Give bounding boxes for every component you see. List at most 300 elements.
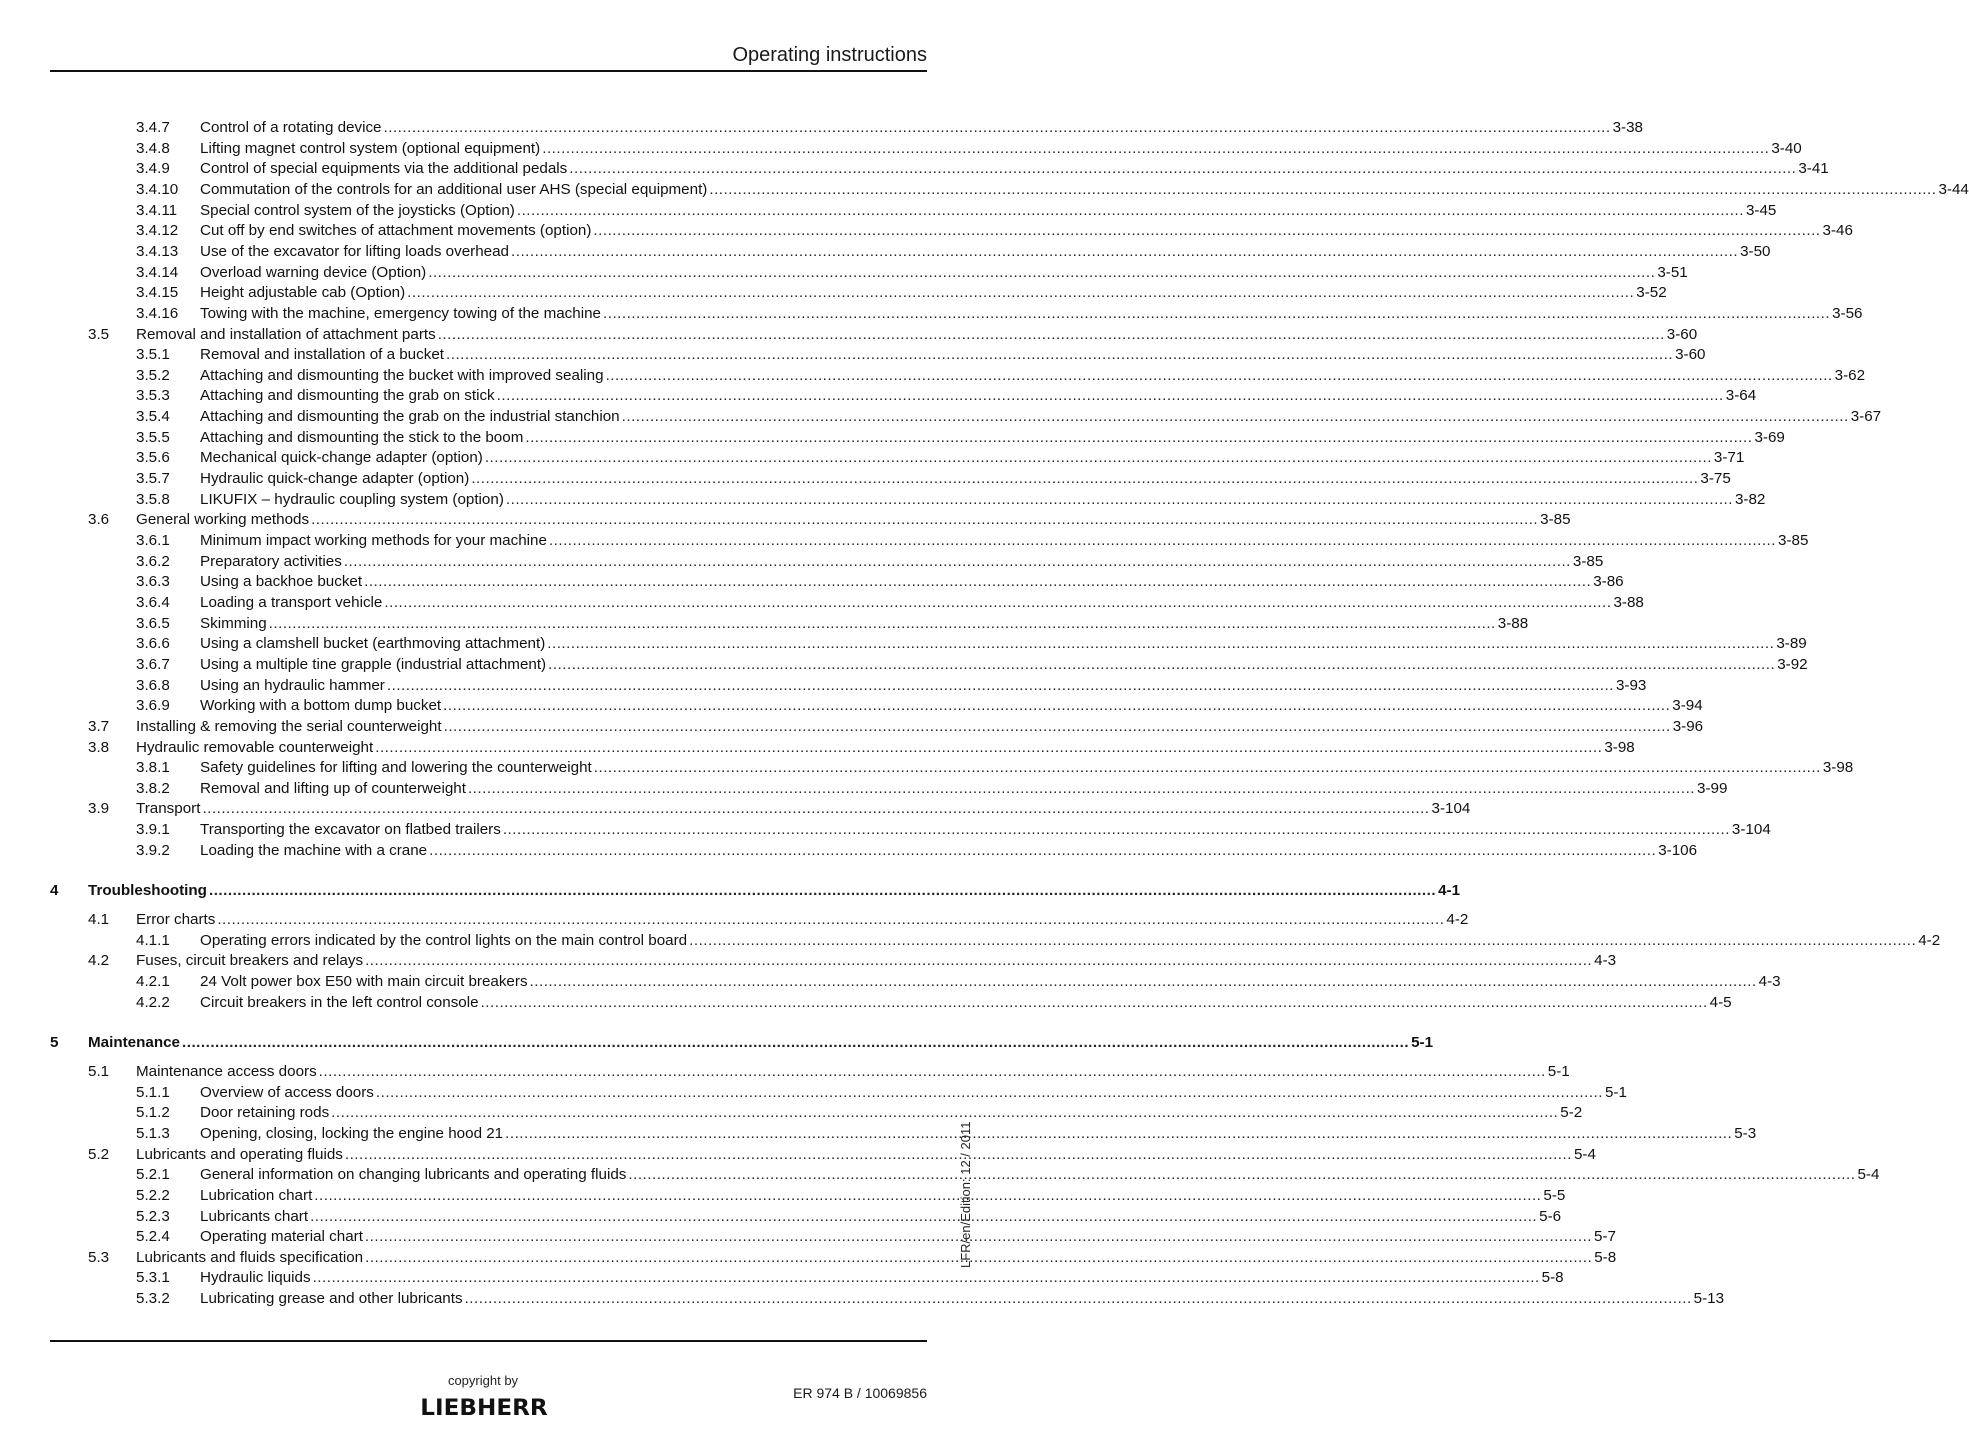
toc-entry-line — [200, 820, 1771, 841]
toc-entry[interactable] — [0, 1207, 1562, 1228]
toc-entry-title: Attaching and dismounting the grab on stick — [200, 387, 495, 405]
toc-entry-title: General working methods — [136, 511, 310, 529]
dot-leader: .................................................................................................................................................................................................................................................................... — [365, 1248, 1593, 1266]
toc-entry[interactable] — [0, 696, 1703, 717]
toc-entry-title: Lubricants chart — [200, 1207, 309, 1225]
toc-entry-page: 3-52 — [1636, 284, 1667, 302]
toc-entry-line — [200, 758, 1854, 779]
toc-entry[interactable] — [0, 993, 1732, 1014]
toc-entry[interactable] — [0, 799, 1471, 820]
toc-entry-title: Lubricants and fluids specification — [136, 1248, 364, 1266]
toc-entry-page: 3-85 — [1778, 532, 1809, 549]
toc-entry-title: 24 Volt power box E50 with main circuit breakers — [200, 973, 528, 990]
toc-entry[interactable] — [0, 655, 1808, 676]
toc-entry[interactable] — [0, 263, 1688, 284]
toc-entry-number: 3.9.2 — [136, 841, 170, 859]
toc-entry-line — [200, 552, 1604, 573]
toc-entry-number: 4.1.1 — [136, 931, 170, 949]
dot-leader: .................................................................................................................................................................................................................................................................... — [525, 428, 1753, 446]
toc-entry[interactable] — [0, 242, 1771, 263]
header-rule — [50, 70, 927, 72]
toc-entry-line — [200, 1083, 1627, 1104]
dot-leader: .................................................................................................................................................................................................................................................................... — [467, 779, 1696, 797]
dot-leader: .................................................................................................................................................................................................................................................................... — [364, 573, 1592, 591]
toc-entry-title: Control of a rotating device — [200, 119, 382, 136]
toc-entry-number: 3.6.5 — [136, 614, 170, 632]
dot-leader: .................................................................................................................................................................................................................................................................... — [502, 821, 1730, 839]
toc-entry-title: Special control system of the joysticks (Option) — [200, 201, 515, 219]
toc-entry[interactable] — [0, 407, 1882, 428]
toc-entry[interactable] — [0, 1227, 1616, 1248]
toc-entry-line — [200, 345, 1706, 366]
toc-entry-number: 5.2.4 — [136, 1228, 170, 1246]
toc-entry-line — [136, 1248, 1617, 1269]
toc-entry-line — [200, 407, 1882, 428]
toc-entry[interactable] — [0, 676, 1647, 697]
toc-entry-line — [200, 593, 1644, 614]
dot-leader: .................................................................................................................................................................................................................................................................... — [182, 1034, 1410, 1052]
toc-entry-number: 5.2.2 — [136, 1186, 170, 1204]
dot-leader: .................................................................................................................................................................................................................................................................... — [343, 552, 1571, 570]
toc-entry-page: 3-40 — [1771, 139, 1802, 157]
toc-entry-title: Using an hydraulic hammer — [200, 676, 385, 694]
toc-entry[interactable] — [0, 118, 1644, 139]
toc-entry-page: 3-94 — [1672, 697, 1703, 715]
toc-entry[interactable] — [0, 951, 1617, 972]
toc-entry[interactable] — [0, 1103, 1583, 1124]
toc-entry-page: 5-4 — [1857, 1166, 1880, 1184]
toc-entry-page: 3-38 — [1612, 119, 1644, 136]
dot-leader: .................................................................................................................................................................................................................................................................... — [268, 614, 1496, 632]
toc-entry-line — [136, 717, 1704, 738]
toc-entry-number: 5.2.1 — [136, 1166, 170, 1184]
dot-leader: .................................................................................................................................................................................................................................................................... — [364, 1228, 1593, 1246]
toc-entry-page: 3-93 — [1615, 676, 1647, 694]
dot-leader: .................................................................................................................................................................................................................................................................... — [542, 139, 1770, 157]
toc-entry-line — [200, 993, 1732, 1014]
toc-entry-number: 3.6.8 — [136, 676, 170, 694]
toc-entry-number: 3.6.4 — [136, 593, 170, 611]
toc-entry-line — [200, 283, 1667, 304]
toc-entry-line — [200, 572, 1624, 593]
toc-entry-title: Circuit breakers in the left control console — [200, 993, 479, 1011]
toc-entry-line — [200, 304, 1863, 325]
dot-leader: .................................................................................................................................................................................................................................................................... — [511, 242, 1739, 260]
toc-entry-number: 3.6.3 — [136, 573, 170, 591]
toc-entry-page: 5-3 — [1734, 1124, 1757, 1142]
toc-entry-number: 3.5.7 — [136, 470, 170, 488]
toc-entry[interactable] — [0, 1083, 1627, 1104]
toc-entry-number: 4.2 — [88, 952, 110, 970]
toc-entry-title: Using a multiple tine grapple (industrial attachment) — [200, 655, 547, 673]
toc-entry-line — [200, 676, 1647, 697]
toc-entry-page: 4-2 — [1446, 911, 1469, 929]
toc-entry-line — [200, 428, 1785, 449]
dot-leader: .................................................................................................................................................................................................................................................................... — [443, 717, 1671, 735]
toc-entry-title: Working with a bottom dump bucket — [200, 697, 442, 715]
dot-leader: .................................................................................................................................................................................................................................................................... — [569, 160, 1797, 178]
toc-entry-line — [200, 139, 1802, 160]
toc-entry-number: 3.4.14 — [136, 263, 179, 281]
toc-entry[interactable] — [0, 779, 1728, 800]
document-reference: ER 974 B / 10069856 — [793, 1385, 927, 1401]
dot-leader: .................................................................................................................................................................................................................................................................... — [310, 1207, 1538, 1225]
toc-entry[interactable] — [0, 510, 1571, 531]
toc-entry-number: 3.6 — [88, 511, 110, 529]
toc-entry-title: Operating errors indicated by the control lights on the main control board — [200, 931, 688, 949]
toc-entry[interactable] — [0, 572, 1624, 593]
toc-entry-number: 3.5.6 — [136, 449, 170, 467]
toc-entry-title: Hydraulic quick-change adapter (option) — [200, 470, 470, 488]
toc-entry-page: 5-5 — [1543, 1186, 1566, 1204]
toc-entry-page: 3-62 — [1834, 366, 1866, 384]
toc-entry-page: 3-96 — [1672, 717, 1704, 735]
toc-entry[interactable] — [0, 1248, 1617, 1269]
toc-entry[interactable] — [0, 366, 1866, 387]
dot-leader: .................................................................................................................................................................................................................................................................... — [318, 1062, 1546, 1080]
toc-entry-title: Cut off by end switches of attachment movements (option) — [200, 222, 592, 240]
toc-entry-page: 3-46 — [1822, 222, 1853, 240]
toc-entry-page: 3-88 — [1497, 614, 1529, 632]
toc-entry-title: Opening, closing, locking the engine hood 21 — [200, 1124, 504, 1142]
toc-entry[interactable] — [0, 469, 1731, 490]
toc-entry-page: 5-7 — [1594, 1228, 1616, 1246]
toc-entry-number: 5.1.2 — [136, 1104, 170, 1122]
toc-entry-title: Troubleshooting — [88, 882, 207, 900]
toc-entry-number: 5.3 — [88, 1248, 110, 1266]
toc-entry-title: Using a backhoe bucket — [200, 573, 363, 591]
toc-entry-number: 3.4.7 — [136, 119, 170, 136]
toc-entry-title: Overload warning device (Option) — [200, 263, 427, 281]
toc-entry-title: Use of the excavator for lifting loads overhead — [200, 242, 509, 260]
footer-rule — [50, 1340, 927, 1342]
toc-entry-number: 3.6.7 — [136, 655, 170, 673]
dot-leader: .................................................................................................................................................................................................................................................................... — [375, 1083, 1603, 1101]
toc-entry-number: 3.4.16 — [136, 304, 179, 322]
toc-entry[interactable] — [0, 758, 1854, 779]
toc-entry-page: 3-86 — [1593, 573, 1624, 591]
toc-entry-page: 5-1 — [1604, 1083, 1627, 1101]
toc-entry-number: 3.6.6 — [136, 635, 170, 653]
toc-entry-line — [136, 951, 1617, 972]
toc-entry-line — [200, 1289, 1725, 1310]
toc-entry-page: 3-85 — [1540, 511, 1571, 529]
toc-entry-page: 4-3 — [1758, 973, 1781, 990]
toc-entry-number: 5.1.1 — [136, 1083, 170, 1101]
toc-entry-number: 5.3.2 — [136, 1290, 170, 1308]
toc-entry[interactable] — [0, 552, 1604, 573]
toc-entry-line — [200, 490, 1766, 511]
toc-entry-line — [200, 386, 1757, 407]
toc-entry-line — [200, 118, 1644, 139]
dot-leader: .................................................................................................................................................................................................................................................................... — [344, 1145, 1572, 1163]
dot-leader: .................................................................................................................................................................................................................................................................... — [593, 759, 1821, 777]
toc-entry-line — [200, 366, 1866, 387]
toc-entry-page: 3-60 — [1675, 346, 1706, 364]
toc-entry-number: 5.1 — [88, 1062, 110, 1080]
toc-entry-number: 3.8.1 — [136, 759, 170, 777]
toc-entry-number: 3.8 — [88, 738, 110, 756]
toc-entry-page: 5-1 — [1547, 1062, 1570, 1080]
toc-entry-title: Attaching and dismounting the bucket with improved sealing — [200, 366, 604, 384]
toc-entry-line — [200, 634, 1807, 655]
toc-entry-page: 5-1 — [1411, 1034, 1434, 1052]
toc-entry-title: Height adjustable cab (Option) — [200, 284, 406, 302]
toc-entry-title: Towing with the machine, emergency towing of the machine — [200, 304, 601, 322]
toc-entry-page: 3-75 — [1700, 470, 1731, 488]
toc-entry-page: 3-45 — [1745, 201, 1777, 219]
toc-entry[interactable] — [0, 490, 1766, 511]
toc-chapter-entry[interactable] — [0, 881, 1461, 902]
toc-entry[interactable] — [0, 325, 1698, 346]
toc-entry-page: 3-41 — [1798, 160, 1829, 178]
toc-entry[interactable] — [0, 931, 1941, 952]
toc-entry-line — [136, 325, 1698, 346]
toc-entry-number: 5.2.3 — [136, 1207, 170, 1225]
dot-leader: .................................................................................................................................................................................................................................................................... — [208, 882, 1437, 900]
toc-entry[interactable] — [0, 531, 1809, 552]
toc-entry[interactable] — [0, 159, 1829, 180]
toc-entry-title: Transporting the excavator on flatbed trailers — [200, 821, 501, 839]
copyright-text: copyright by — [447, 1373, 519, 1388]
toc-entry-number: 3.5.2 — [136, 366, 170, 384]
toc-entry-title: Installing & removing the serial counterweight — [136, 717, 442, 735]
toc-entry-title: Maintenance — [88, 1034, 180, 1052]
dot-leader: .................................................................................................................................................................................................................................................................... — [709, 180, 1937, 198]
dot-leader: .................................................................................................................................................................................................................................................................... — [311, 511, 1539, 529]
toc-entry-title: Maintenance access doors — [136, 1062, 317, 1080]
toc-entry-number: 3.5.3 — [136, 387, 170, 405]
toc-entry-line — [200, 841, 1698, 862]
toc-entry-title: Commutation of the controls for an additional user AHS (special equipment) — [200, 180, 708, 198]
toc-entry[interactable] — [0, 820, 1771, 841]
dot-leader: .................................................................................................................................................................................................................................................................... — [593, 222, 1821, 240]
toc-entry-page: 5-6 — [1539, 1207, 1562, 1225]
dot-leader: .................................................................................................................................................................................................................................................................... — [480, 993, 1708, 1011]
dot-leader: .................................................................................................................................................................................................................................................................... — [603, 304, 1831, 322]
toc-entry-title: Hydraulic removable counterweight — [136, 738, 374, 756]
toc-entry-page: 3-82 — [1734, 490, 1766, 508]
toc-entry[interactable] — [0, 1062, 1570, 1083]
toc-entry-line — [200, 448, 1745, 469]
toc-entry-title: Removal and lifting up of counterweight — [200, 779, 466, 797]
toc-entry-number: 4.2.1 — [136, 973, 170, 990]
toc-entry-page: 3-44 — [1938, 180, 1969, 198]
dot-leader: .................................................................................................................................................................................................................................................................... — [605, 366, 1833, 384]
dot-leader: .................................................................................................................................................................................................................................................................... — [312, 1269, 1540, 1287]
toc-entry-number: 5.1.3 — [136, 1124, 170, 1142]
toc-entry-line — [136, 910, 1469, 931]
dot-leader: .................................................................................................................................................................................................................................................................... — [446, 346, 1674, 364]
toc-entry-title: Mechanical quick-change adapter (option) — [200, 449, 483, 467]
toc-entry-number: 3.5.5 — [136, 428, 170, 446]
toc-entry-line — [200, 1186, 1566, 1207]
toc-entry-line — [200, 201, 1777, 222]
dot-leader: .................................................................................................................................................................................................................................................................... — [383, 119, 1611, 136]
toc-entry[interactable] — [0, 738, 1635, 759]
dot-leader: .................................................................................................................................................................................................................................................................... — [529, 973, 1757, 990]
toc-entry-page: 3-64 — [1725, 387, 1757, 405]
dot-leader: .................................................................................................................................................................................................................................................................... — [505, 1124, 1733, 1142]
toc-entry-line — [200, 180, 1969, 201]
toc-entry-page: 3-104 — [1731, 821, 1771, 839]
liebherr-logo: LIEBHERR — [420, 1396, 548, 1421]
toc-entry-line — [200, 1227, 1616, 1248]
toc-entry-title: Hydraulic liquids — [200, 1269, 311, 1287]
toc-entry-title: Lubrication chart — [200, 1186, 313, 1204]
toc-entry-title: Attaching and dismounting the stick to the boom — [200, 428, 524, 446]
toc-entry-line — [88, 1033, 1434, 1054]
toc-entry-line — [136, 1062, 1570, 1083]
toc-entry-page: 3-104 — [1431, 800, 1471, 818]
toc-entry-line — [200, 1103, 1583, 1124]
toc-entry-page: 4-1 — [1438, 882, 1461, 900]
toc-entry-line — [200, 779, 1728, 800]
dot-leader: .................................................................................................................................................................................................................................................................... — [443, 697, 1671, 715]
dot-leader: .................................................................................................................................................................................................................................................................... — [628, 1166, 1856, 1184]
toc-entry-line — [200, 931, 1941, 952]
toc-entry-number: 5 — [50, 1034, 59, 1052]
toc-entry[interactable] — [0, 972, 1781, 993]
toc-entry[interactable] — [0, 910, 1469, 931]
toc-entry-line — [200, 614, 1529, 635]
toc-entry-page: 3-56 — [1832, 304, 1863, 322]
dot-leader: .................................................................................................................................................................................................................................................................... — [516, 201, 1744, 219]
toc-entry-number: 5.3.1 — [136, 1269, 170, 1287]
toc-entry-title: Skimming — [200, 614, 267, 632]
toc-entry[interactable] — [0, 1124, 1757, 1145]
toc-entry[interactable] — [0, 448, 1745, 469]
toc-entry-line — [200, 159, 1829, 180]
toc-entry-title: Door retaining rods — [200, 1104, 330, 1122]
dot-leader: .................................................................................................................................................................................................................................................................... — [331, 1104, 1559, 1122]
toc-entry-number: 3.6.9 — [136, 697, 170, 715]
toc-entry-page: 5-8 — [1594, 1248, 1617, 1266]
toc-entry-title: Using a clamshell bucket (earthmoving attachment) — [200, 635, 546, 653]
toc-entry-line — [200, 696, 1703, 717]
toc-entry-number: 3.9 — [88, 800, 110, 818]
toc-entry-line — [136, 1145, 1596, 1166]
toc-entry-number: 4 — [50, 882, 59, 900]
toc-entry-number: 3.8.2 — [136, 779, 170, 797]
toc-entry[interactable] — [0, 1186, 1566, 1207]
dot-leader: .................................................................................................................................................................................................................................................................... — [548, 655, 1776, 673]
dot-leader: .................................................................................................................................................................................................................................................................... — [386, 676, 1614, 694]
toc-entry[interactable] — [0, 345, 1706, 366]
toc-entry-title: Lubricants and operating fluids — [136, 1145, 343, 1163]
toc-entry-title: Loading the machine with a crane — [200, 841, 428, 859]
toc-entry-line — [200, 1207, 1562, 1228]
toc-entry[interactable] — [0, 221, 1853, 242]
toc-entry-line — [200, 1124, 1757, 1145]
toc-entry-title: Transport — [136, 800, 201, 818]
toc-entry[interactable] — [0, 139, 1802, 160]
toc-entry-page: 3-69 — [1754, 428, 1785, 446]
toc-entry[interactable] — [0, 1165, 1880, 1186]
toc-entry-number: 3.4.9 — [136, 160, 170, 178]
toc-entry-title: Overview of access doors — [200, 1083, 374, 1101]
toc-entry-number: 3.4.8 — [136, 139, 170, 157]
toc-entry-line — [200, 655, 1808, 676]
edition-note: LFR/en/Edition: 12 / 2011 — [958, 1121, 973, 1268]
toc-entry[interactable] — [0, 304, 1863, 325]
dot-leader: .................................................................................................................................................................................................................................................................... — [407, 284, 1635, 302]
toc-entry-title: LIKUFIX – hydraulic coupling system (option) — [200, 490, 504, 508]
dot-leader: .................................................................................................................................................................................................................................................................... — [429, 841, 1657, 859]
toc-entry[interactable] — [0, 428, 1785, 449]
toc-entry[interactable] — [0, 386, 1757, 407]
toc-entry-page: 5-4 — [1573, 1145, 1596, 1163]
toc-entry[interactable] — [0, 1289, 1725, 1310]
page-header-title: Operating instructions — [732, 44, 927, 66]
dot-leader: .................................................................................................................................................................................................................................................................... — [689, 931, 1917, 949]
toc-entry-number: 3.6.2 — [136, 552, 170, 570]
toc-entry-page: 3-89 — [1776, 635, 1807, 653]
toc-chapter-entry[interactable] — [0, 1033, 1434, 1054]
toc-entry-number: 3.6.1 — [136, 532, 170, 549]
dot-leader: .................................................................................................................................................................................................................................................................... — [384, 593, 1612, 611]
toc-entry-page: 3-60 — [1666, 325, 1698, 343]
toc-entry-title: Removal and installation of a bucket — [200, 346, 444, 364]
toc-entry-line — [200, 972, 1781, 993]
dot-leader: .................................................................................................................................................................................................................................................................... — [484, 449, 1712, 467]
toc-entry-number: 3.4.10 — [136, 180, 179, 198]
toc-entry[interactable] — [0, 283, 1667, 304]
dot-leader: .................................................................................................................................................................................................................................................................... — [621, 408, 1849, 426]
toc-entry[interactable] — [0, 593, 1644, 614]
dot-leader: .................................................................................................................................................................................................................................................................... — [365, 952, 1593, 970]
toc-entry-page: 3-71 — [1713, 449, 1745, 467]
toc-entry-page: 4-5 — [1709, 993, 1732, 1011]
toc-entry[interactable] — [0, 614, 1529, 635]
toc-entry-page: 5-8 — [1541, 1269, 1564, 1287]
toc-entry-number: 3.9.1 — [136, 821, 170, 839]
toc-entry-page: 3-50 — [1740, 242, 1771, 260]
toc-entry-number: 3.7 — [88, 717, 110, 735]
toc-entry-line — [136, 799, 1471, 820]
toc-entry-line — [200, 221, 1853, 242]
toc-entry[interactable] — [0, 1145, 1596, 1166]
toc-entry-title: Attaching and dismounting the grab on the industrial stanchion — [200, 408, 620, 426]
toc-entry-page: 4-2 — [1918, 931, 1941, 949]
dot-leader: .................................................................................................................................................................................................................................................................... — [217, 911, 1445, 929]
toc-entry[interactable] — [0, 634, 1807, 655]
toc-entry-number: 3.5 — [88, 325, 110, 343]
toc-entry-line — [200, 531, 1809, 552]
toc-entry-title: Lubricating grease and other lubricants — [200, 1290, 463, 1308]
dot-leader: .................................................................................................................................................................................................................................................................... — [547, 635, 1775, 653]
dot-leader: .................................................................................................................................................................................................................................................................... — [464, 1290, 1692, 1308]
dot-leader: .................................................................................................................................................................................................................................................................... — [471, 470, 1699, 488]
toc-entry[interactable] — [0, 180, 1969, 201]
toc-entry-page: 3-106 — [1658, 841, 1698, 859]
toc-entry-title: General information on changing lubricants and operating fluids — [200, 1166, 627, 1184]
toc-entry-title: Control of special equipments via the additional pedals — [200, 160, 568, 178]
toc-entry-page: 3-67 — [1850, 408, 1882, 426]
dot-leader: .................................................................................................................................................................................................................................................................... — [548, 532, 1776, 549]
toc-entry-title: Fuses, circuit breakers and relays — [136, 952, 364, 970]
toc-entry[interactable] — [0, 717, 1704, 738]
toc-entry[interactable] — [0, 201, 1777, 222]
toc-entry-number: 3.4.12 — [136, 222, 179, 240]
toc-entry[interactable] — [0, 841, 1698, 862]
dot-leader: .................................................................................................................................................................................................................................................................... — [437, 325, 1665, 343]
toc-entry-page: 3-51 — [1657, 263, 1688, 281]
toc-entry-number: 3.5.4 — [136, 408, 170, 426]
toc-entry-number: 3.4.15 — [136, 284, 179, 302]
toc-entry-line — [200, 1268, 1564, 1289]
toc-entry[interactable] — [0, 1268, 1564, 1289]
